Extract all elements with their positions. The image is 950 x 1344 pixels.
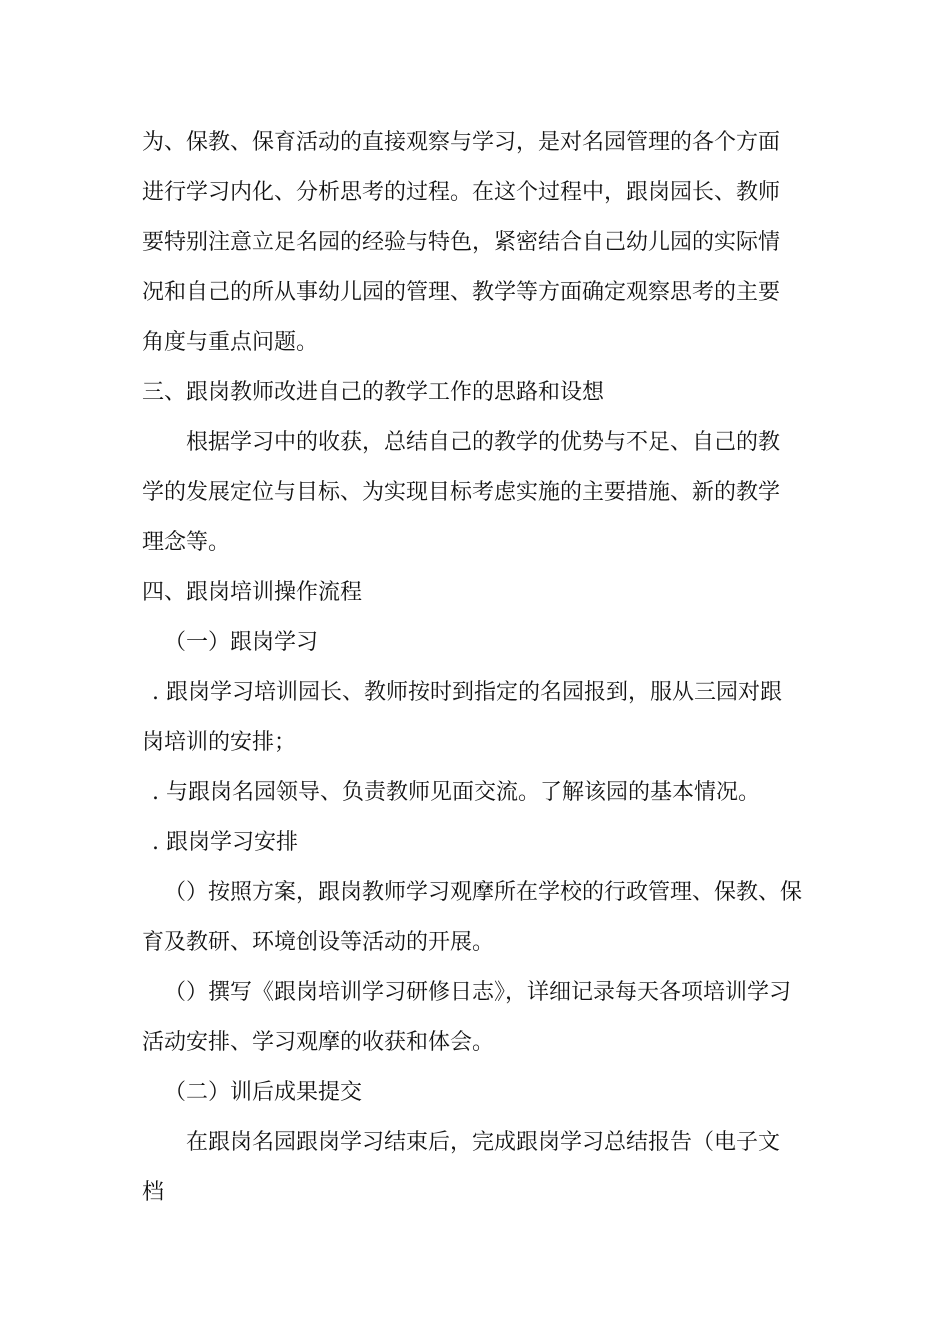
paragraph-line: 育及教研、环境创设等活动的开展。 — [142, 930, 495, 955]
section-heading-3: 三、跟岗教师改进自己的教学工作的思路和设想 — [142, 380, 605, 405]
paragraph-line: 在跟岗名园跟岗学习结束后，完成跟岗学习总结报告（电子文 — [186, 1130, 781, 1155]
paragraph-line: 况和自己的所从事幼儿园的管理、教学等方面确定观察思考的主要 — [142, 280, 781, 305]
paragraph-line: 档 — [142, 1180, 165, 1205]
sub-list-item: （）按照方案，跟岗教师学习观摩所在学校的行政管理、保教、保 — [164, 880, 803, 905]
sub-list-item: （）撰写《跟岗培训学习研修日志》，详细记录每天各项培训学习 — [164, 980, 792, 1005]
paragraph-line: 岗培训的安排； — [142, 730, 297, 755]
list-item: . 跟岗学习安排 — [152, 830, 298, 855]
document-body — [142, 118, 814, 1218]
subsection-heading-2: （二）训后成果提交 — [164, 1080, 363, 1105]
paragraph-line: 要特别注意立足名园的经验与特色，紧密结合自己幼儿园的实际情 — [142, 230, 781, 255]
list-item: . 跟岗学习培训园长、教师按时到指定的名园报到，服从三园对跟 — [152, 680, 782, 705]
paragraph-line: 角度与重点问题。 — [142, 330, 319, 355]
section-heading-4: 四、跟岗培训操作流程 — [142, 580, 363, 605]
subsection-heading-1: （一）跟岗学习 — [164, 630, 319, 655]
paragraph-line: 活动安排、学习观摩的收获和体会。 — [142, 1030, 495, 1055]
paragraph-line: 学的发展定位与目标、为实现目标考虑实施的主要措施、新的教学 — [142, 480, 781, 505]
paragraph-line: 为、保教、保育活动的直接观察与学习，是对名园管理的各个方面 — [142, 130, 781, 155]
paragraph-line: 根据学习中的收获，总结自己的教学的优势与不足、自己的教 — [186, 430, 781, 455]
paragraph-line: 理念等。 — [142, 530, 231, 555]
paragraph-line: 进行学习内化、分析思考的过程。在这个过程中，跟岗园长、教师 — [142, 180, 781, 205]
list-item: . 与跟岗名园领导、负责教师见面交流。了解该园的基本情况。 — [152, 780, 760, 805]
